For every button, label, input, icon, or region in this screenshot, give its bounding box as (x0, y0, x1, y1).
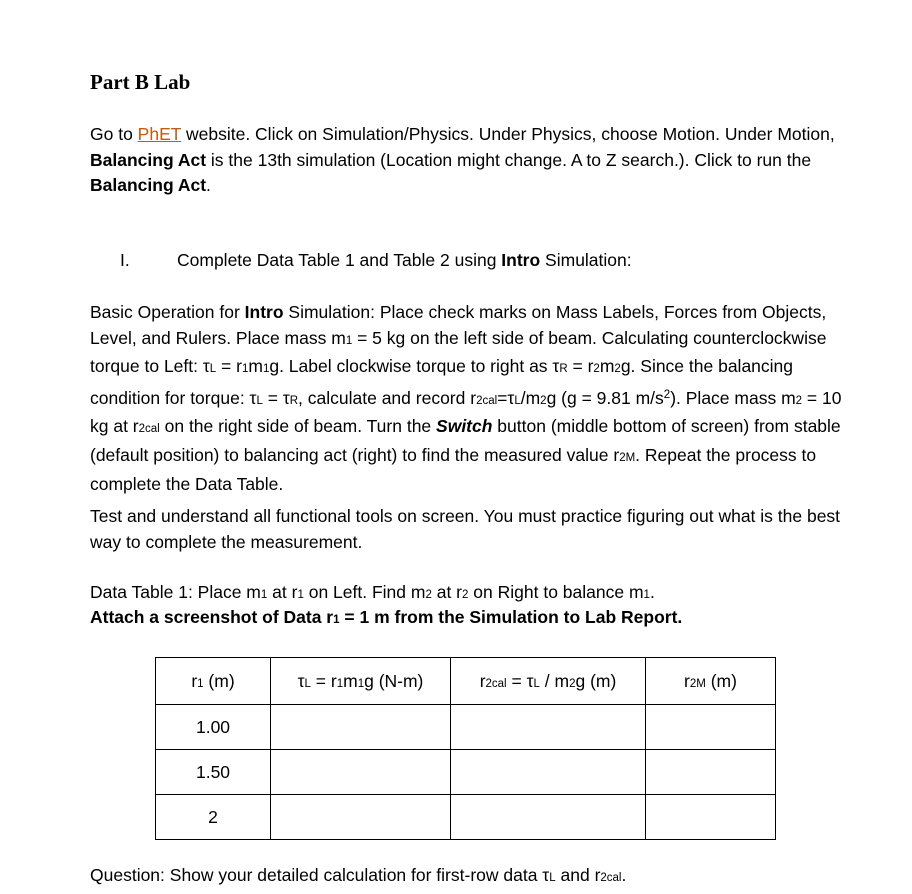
text-segment: = 10 kg at r (90, 387, 842, 437)
text-segment: Intro (501, 250, 541, 270)
text-segment: Data Table 1: Place m (90, 582, 261, 602)
text-segment: 1 (333, 614, 340, 626)
table-row (156, 750, 776, 795)
text-segment: Test and understand all functional tools on screen. You must practice figuring out what is the best way to complete the measurement. (90, 506, 841, 552)
cell-r1[interactable]: 2 (156, 795, 271, 840)
text-segment: g. Label clockwise torque to right as τ (269, 356, 560, 377)
text-segment: on Right to balance m (468, 582, 644, 602)
cell-r2cal[interactable] (451, 750, 646, 795)
table-row (156, 705, 776, 750)
text-segment: 1 (357, 677, 365, 690)
text-segment: 1 (345, 334, 353, 347)
text-segment: = τ (506, 670, 534, 691)
header-torque-left (271, 658, 451, 705)
question-text (90, 863, 850, 892)
cell-torque[interactable] (271, 795, 451, 840)
text-segment: = r (567, 356, 594, 377)
text-segment: ). Place mass m (670, 387, 796, 408)
text-segment: R (289, 394, 299, 407)
section-numeral: I. (120, 250, 130, 270)
text-segment: = r (216, 356, 242, 377)
text-segment: L (549, 872, 556, 884)
text-segment: is the 13th simulation (Location might change. A to Z search.). Click to run the (206, 149, 812, 170)
text-segment: 2 (614, 363, 621, 376)
text-segment: . (677, 607, 683, 627)
test-paragraph (90, 504, 850, 555)
text-segment: =τ (497, 387, 515, 408)
text-segment: 1 (336, 677, 344, 690)
text-segment: at r (431, 582, 463, 602)
intro-paragraph (90, 122, 850, 199)
text-segment: L (256, 394, 263, 407)
text-segment: L (304, 677, 311, 690)
table-header-row (156, 658, 776, 705)
text-segment: Balancing Act (90, 149, 207, 170)
text-segment: L (514, 394, 521, 407)
cell-r2m[interactable] (646, 750, 776, 795)
text-segment: . (649, 582, 655, 602)
cell-r2m[interactable] (646, 795, 776, 840)
text-segment: Switch (436, 416, 493, 437)
text-segment: 2 (593, 363, 600, 376)
text-segment: 1 (643, 589, 650, 601)
text-segment: m (343, 670, 358, 691)
text-segment: 2 (540, 394, 547, 407)
text-segment: 2 (663, 388, 671, 401)
text-segment: R (559, 363, 568, 376)
page-title: Part B Lab (90, 70, 191, 94)
text-segment: Attach a screenshot of Data r (90, 607, 334, 627)
text-segment: 1 (197, 677, 204, 690)
attach-instruction (90, 605, 850, 634)
text-segment: 2 (425, 589, 432, 601)
text-segment: 2cal (476, 394, 498, 407)
cell-r2cal[interactable] (451, 795, 646, 840)
table-row (156, 795, 776, 840)
text-segment: τ (297, 670, 305, 691)
section-heading (177, 250, 632, 271)
text-segment: r (684, 670, 690, 691)
text-segment: . (621, 865, 627, 885)
text-segment: r (191, 670, 198, 691)
text-segment: 1 (241, 363, 249, 376)
text-segment: 1 (297, 589, 304, 601)
data-table-1 (155, 657, 776, 840)
cell-r1[interactable]: 1.50 (156, 750, 271, 795)
text-segment: m (248, 356, 263, 377)
text-segment: = 1 m from the Simulation to Lab Report (339, 607, 678, 627)
text-segment: 2 (569, 677, 576, 690)
cell-torque[interactable] (271, 750, 451, 795)
text-segment: 2M (619, 451, 636, 464)
text-segment: g (m) (575, 670, 617, 691)
text-segment: website. Click on Simulation/Physics. Under Physics, choose Motion. Under Motion, (181, 124, 835, 144)
text-segment: 2cal (600, 872, 622, 884)
text-segment: = r (310, 670, 337, 691)
text-segment: . Repeat the process to complete the Data Table. (90, 444, 817, 494)
text-segment: L (533, 677, 540, 690)
text-segment: 2cal (138, 423, 160, 436)
text-segment: 1 (262, 363, 270, 376)
text-segment: Complete Data Table 1 and Table 2 using (177, 250, 502, 270)
text-segment: / m (539, 670, 570, 691)
text-segment: /m (520, 387, 541, 408)
cell-torque[interactable] (271, 705, 451, 750)
header-r2cal (451, 658, 646, 705)
text-segment: . (206, 175, 211, 196)
header-r1 (156, 658, 271, 705)
text-segment: , calculate and record r (298, 387, 477, 408)
cell-r2m[interactable] (646, 705, 776, 750)
text-segment: Basic Operation for (90, 302, 245, 322)
cell-r2cal[interactable] (451, 705, 646, 750)
text-segment: r (479, 670, 486, 691)
text-segment: 2 (795, 394, 803, 407)
cell-r1[interactable]: 1.00 (156, 705, 271, 750)
text-segment: Intro (244, 302, 284, 322)
text-segment: m (599, 356, 615, 377)
text-segment: g. Since the balancing condition for torque: τ (90, 356, 794, 408)
text-segment: (m) (705, 670, 737, 691)
text-segment: Question: Show your detailed calculation for first-row data τ (90, 865, 550, 885)
text-segment: Balancing Act (90, 175, 207, 196)
text-segment: g (g = 9.81 m/s (546, 387, 664, 408)
text-segment: button (middle bottom of screen) from stable (default position) to balancing act (right) to find the measured value r (90, 416, 841, 465)
text-segment: 2M (689, 677, 706, 690)
text-segment: at r (267, 582, 298, 602)
basic-operation-paragraph (90, 300, 850, 497)
text-segment: on Left. Find m (303, 582, 426, 602)
text-segment: 2cal (485, 677, 507, 690)
header-r2m (646, 658, 776, 705)
text-segment: = 5 kg on the left side of beam. Calculating counterclockwise torque to Left: τ (90, 327, 827, 377)
text-segment: and r (555, 865, 601, 885)
text-segment: on the right side of beam. Turn the (159, 416, 437, 437)
phet-link[interactable]: PhET (137, 124, 182, 144)
text-segment: 1 (260, 589, 268, 601)
text-segment: Simulation: (540, 250, 632, 270)
text-segment: Simulation: Place check marks on Mass Labels, Forces from Objects, Level, and Rulers. Place mass m (90, 302, 827, 348)
text-segment: g (N-m) (364, 670, 424, 691)
text-segment: (m) (203, 670, 235, 691)
text-segment: = τ (262, 387, 290, 408)
text-segment: L (209, 363, 217, 376)
text-segment: Go to (90, 124, 138, 144)
text-segment: 2 (462, 589, 469, 601)
